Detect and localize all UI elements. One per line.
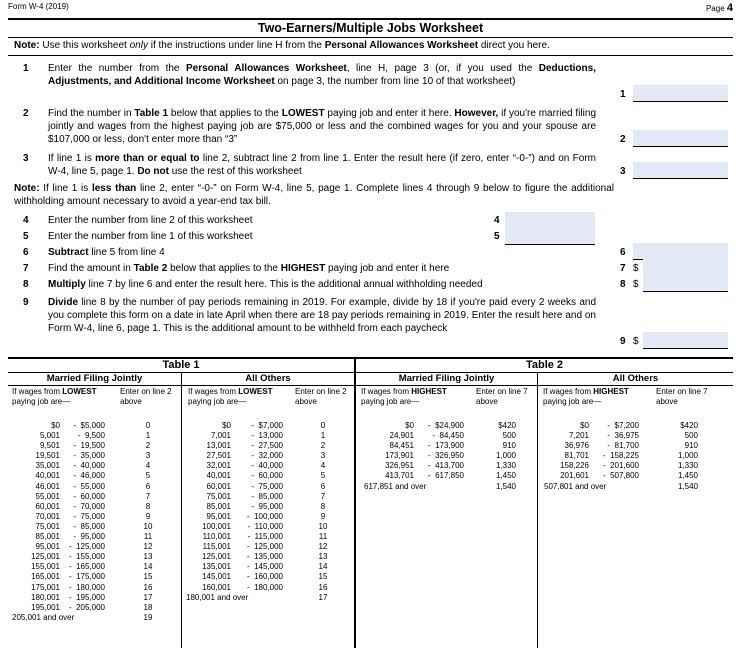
table-1-mfj-heading: Married Filing Jointly — [8, 373, 181, 386]
line-5-input[interactable] — [505, 228, 595, 245]
table-cell: 75,001 — [35, 521, 60, 531]
table-cell: 4 — [145, 461, 151, 471]
table-1-title: Table 1 — [8, 359, 354, 373]
t1-oth-low — [186, 421, 249, 603]
table-cell: 145,001 — [202, 572, 231, 582]
table-cell: - 180,000 — [68, 582, 105, 592]
table-cell: - $7,000 — [251, 421, 283, 430]
table-cell: - 205,000 — [68, 602, 105, 612]
table-cell: 13 — [143, 552, 153, 562]
worksheet-frame — [8, 18, 733, 648]
table-cell: 12 — [143, 542, 153, 552]
table-cell: - $24,900 — [427, 421, 464, 430]
table-cell: 85,001 — [35, 532, 60, 542]
table-cell: 60,001 — [206, 481, 231, 491]
table-cell: 135,001 — [202, 562, 231, 572]
table-cell: 195,001 — [31, 602, 60, 612]
col-header: If wages from LOWEST paying job are— — [12, 387, 97, 406]
table-cell: 14 — [143, 562, 153, 572]
table-cell: 15 — [318, 572, 328, 582]
table-cell: 165,001 — [31, 572, 60, 582]
table-cell: $0 — [51, 421, 60, 430]
table-cell: 617,851 and over — [364, 481, 427, 491]
table-cell: 10 — [143, 521, 153, 531]
table-cell: 115,001 — [202, 542, 231, 552]
table-cell — [60, 613, 105, 623]
table-cell: - 95,000 — [73, 532, 105, 542]
table-cell: 24,901 — [389, 431, 414, 441]
table-2-divider — [537, 373, 538, 648]
table-cell: $0 — [405, 421, 414, 430]
table-cell: 46,001 — [35, 481, 60, 491]
table-cell: 500 — [684, 431, 698, 441]
table-cell: - 160,000 — [246, 572, 283, 582]
table-cell: 100,001 — [202, 521, 231, 531]
t1-oth-value — [308, 421, 338, 603]
table-cell: 8 — [320, 501, 326, 511]
table-cell: 1,330 — [677, 461, 698, 471]
table-cell: - 125,000 — [246, 542, 283, 552]
worksheet-lines: 1 Enter the number from the Personal Allowances Worksheet, line H, page 3 (or, if you used the Deductions, Adjustments, and Additional Income Worksheet on page 3, the number from line 10 of that worksheet) 1 2 Find the number in Table 1 below that applies to the LOWEST paying job and enter it here. However, if you're married filing jointly and wages from the highest paying job are $75,000 or less and the combined wages for you and your spouse are $107,000 or less, don't enter more than “3” 2 3 If line 1 is more than or equal to line 2, subtract line 2 from line 1. Enter the result here (if zero, enter “-0-”) and on Form W-4, line 5, page 1. Do not use the rest of this worksheet 3 Note: If line 1 is less than line 2, enter “-0-” on Form W-4, line 5, page 1. Complete lines 4 through 9 below to figure the additional withholding amount necessary to avoid a year-end tax bill. 4 Enter the number from line 2 of this worksheet 4 5 Enter the number from line 1 of this worksheet 5 6 Subtract line 5 from line 4 6 7 Find the amount in Table 2 below that applies to the HIGHEST paying job and enter it here 7 $ 8 Multiply line 7 by line 6 and enter the result here. This is the additional annual withholding needed 8 $ 9 Divide line 8 by the number of pay periods remaining in 2019. For example, divide by 18 if you're paid every 2 weeks and you complete this form on a date in late April when there are 18 pay periods remaining in 2019. Enter the result here and on Form W-4, line 6, page 1. This is the additional amount to be withheld from each paycheck 9 $ — [8, 56, 733, 344]
table-cell: 16 — [318, 582, 328, 592]
table-cell: - 84,450 — [432, 431, 464, 441]
t1-oth-high — [231, 421, 283, 603]
table-cell: 9 — [145, 511, 151, 521]
table-cell: $420 — [680, 421, 698, 430]
table-cell: 8 — [145, 501, 151, 511]
table-cell: 12 — [318, 542, 328, 552]
table-cell: 7 — [145, 491, 151, 501]
table-cell: - 135,000 — [246, 552, 283, 562]
table-cell: 95,001 — [206, 511, 231, 521]
table-cell: - 165,000 — [68, 562, 105, 572]
table-cell: $420 — [498, 421, 516, 430]
worksheet-title: Two-Earners/Multiple Jobs Worksheet — [8, 20, 733, 38]
t2-mfj-low — [364, 421, 427, 492]
table-cell: 1,450 — [677, 471, 698, 481]
table-cell: 18 — [143, 602, 153, 612]
table-cell: 155,001 — [31, 562, 60, 572]
table-2 — [356, 359, 733, 648]
table-cell: 14 — [318, 562, 328, 572]
col-header: Enter on line 2 above — [120, 387, 172, 406]
table-cell: 326,951 — [385, 461, 414, 471]
table-cell: 7 — [320, 491, 326, 501]
table-cell: - 55,000 — [73, 481, 105, 491]
table-cell: - 617,850 — [427, 471, 464, 481]
table-cell: 2 — [320, 441, 326, 451]
table-cell: 205,001 and over — [12, 612, 75, 622]
table-cell: 910 — [502, 441, 516, 451]
table-cell: 1,000 — [677, 451, 698, 461]
table-cell: 9,501 — [39, 441, 60, 451]
table-cell: 3 — [320, 451, 326, 461]
table-cell: - 70,000 — [73, 501, 105, 511]
table-1-others-heading: All Others — [182, 373, 354, 386]
table-cell: 7,201 — [568, 431, 589, 441]
t2-oth-low — [544, 421, 607, 492]
table-cell: 60,001 — [35, 501, 60, 511]
table-cell: 15 — [143, 572, 153, 582]
table-cell: 1,450 — [495, 471, 516, 481]
table-cell: 32,001 — [206, 461, 231, 471]
table-cell: - 180,000 — [246, 582, 283, 592]
t2-oth-value — [658, 421, 698, 492]
table-cell: - 173,900 — [427, 441, 464, 451]
table-cell: 19 — [143, 612, 153, 622]
table-1-divider — [181, 373, 182, 648]
table-2-others-heading: All Others — [538, 373, 733, 386]
table-cell: 84,451 — [389, 441, 414, 451]
worksheet-note: Note: Use this worksheet only if the instructions under line H from the Personal Allowances Worksheet direct you here. — [8, 38, 733, 56]
table-cell: 125,001 — [31, 552, 60, 562]
table-cell: $0 — [222, 421, 231, 430]
table-cell: 6 — [320, 481, 326, 491]
table-cell: - 413,700 — [427, 461, 464, 471]
table-cell: 500 — [502, 431, 516, 441]
table-cell: - 195,000 — [68, 592, 105, 602]
table-cell: 910 — [684, 441, 698, 451]
table-cell: 0 — [145, 421, 151, 430]
table-cell: - 60,000 — [73, 491, 105, 501]
table-cell: - $7,200 — [607, 421, 639, 430]
form-name: Form W-4 (2019) — [8, 2, 69, 11]
table-cell: 201,601 — [560, 471, 589, 481]
table-cell: 5,001 — [39, 431, 60, 441]
table-cell: 173,901 — [385, 451, 414, 461]
table-cell: 1,540 — [495, 481, 516, 491]
table-cell: 158,226 — [560, 461, 589, 471]
t1-mfj-low — [12, 421, 75, 623]
line-2-input[interactable] — [633, 130, 728, 147]
table-cell: - $5,000 — [73, 421, 105, 430]
table-cell: - 46,000 — [73, 471, 105, 481]
table-cell: - 155,000 — [68, 552, 105, 562]
table-cell: - 100,000 — [246, 511, 283, 521]
line-3-input[interactable] — [633, 162, 728, 179]
table-cell: - 40,000 — [251, 461, 283, 471]
table-cell: 27,501 — [206, 451, 231, 461]
table-cell: 6 — [145, 481, 151, 491]
table-cell: 110,001 — [202, 532, 231, 542]
table-cell — [231, 593, 283, 603]
table-cell: - 9,500 — [77, 431, 105, 441]
page-header — [8, 2, 733, 14]
table-cell: - 115,000 — [247, 532, 283, 542]
table-2-mfj-heading: Married Filing Jointly — [356, 373, 537, 386]
table-cell: 1 — [320, 431, 326, 441]
table-cell: 16 — [143, 582, 153, 592]
table-cell: - 13,000 — [251, 431, 283, 441]
withholding-tables — [8, 357, 733, 650]
line-6-input[interactable] — [633, 243, 728, 260]
col-header: If wages from LOWEST paying job are— — [188, 387, 273, 406]
table-cell: 5 — [145, 471, 151, 481]
table-cell: 413,701 — [385, 471, 414, 481]
t2-oth-high — [589, 421, 639, 492]
table-cell: 36,976 — [564, 441, 589, 451]
table-cell — [414, 482, 464, 492]
table-cell: 180,001 and over — [186, 592, 249, 602]
table-cell: 11 — [318, 532, 328, 542]
table-cell: - 326,950 — [427, 451, 464, 461]
table-cell: 81,701 — [564, 451, 589, 461]
table-cell: - 75,000 — [251, 481, 283, 491]
table-cell: 35,001 — [35, 461, 60, 471]
table-cell: 70,001 — [35, 511, 60, 521]
table-cell: - 95,000 — [251, 501, 283, 511]
table-cell: 75,001 — [206, 491, 231, 501]
table-cell: $0 — [580, 421, 589, 430]
table-2-title: Table 2 — [356, 359, 733, 373]
table-cell: - 32,000 — [251, 451, 283, 461]
table-cell: 95,001 — [35, 542, 60, 552]
t2-mfj-value — [476, 421, 516, 492]
table-cell: 40,001 — [35, 471, 60, 481]
table-cell: 507,801 and over — [544, 481, 607, 491]
line-9-input[interactable] — [643, 332, 728, 349]
table-cell: 85,001 — [206, 501, 231, 511]
table-cell: - 125,000 — [68, 542, 105, 552]
table-cell: - 85,000 — [251, 491, 283, 501]
table-cell: 17 — [143, 592, 153, 602]
table-cell: - 40,000 — [73, 461, 105, 471]
col-header: If wages from HIGHEST paying job are— — [361, 387, 447, 406]
t1-mfj-value — [133, 421, 163, 623]
table-cell: 10 — [318, 521, 328, 531]
table-cell: - 35,000 — [73, 451, 105, 461]
line-4-input[interactable] — [505, 212, 595, 229]
table-cell: 19,501 — [35, 451, 60, 461]
table-cell: 1 — [145, 431, 151, 441]
t1-mfj-high — [60, 421, 105, 623]
table-cell: 160,001 — [202, 582, 231, 592]
table-cell: 3 — [145, 451, 151, 461]
table-cell: 9 — [320, 511, 326, 521]
table-cell — [589, 482, 639, 492]
table-1 — [8, 359, 356, 648]
table-cell: 13,001 — [206, 441, 231, 451]
table-cell: - 85,000 — [73, 521, 105, 531]
line-1-input[interactable] — [633, 85, 728, 102]
col-header: Enter on line 7 above — [656, 387, 708, 406]
table-cell: - 110,000 — [247, 521, 283, 531]
line-7-input[interactable] — [643, 259, 728, 276]
table-cell: 1,540 — [677, 481, 698, 491]
table-cell: - 175,000 — [68, 572, 105, 582]
table-cell: 11 — [143, 532, 153, 542]
table-cell: 7,001 — [210, 431, 231, 441]
table-cell: 2 — [145, 441, 151, 451]
table-cell: 180,001 — [31, 592, 60, 602]
table-cell: 55,001 — [35, 491, 60, 501]
table-cell: 125,001 — [202, 552, 231, 562]
table-cell: 17 — [318, 592, 328, 602]
table-cell: - 27,500 — [251, 441, 283, 451]
table-cell: - 36,975 — [607, 431, 639, 441]
table-cell: 40,001 — [206, 471, 231, 481]
table-cell: - 145,000 — [246, 562, 283, 572]
col-header: Enter on line 7 above — [476, 387, 528, 406]
table-cell: - 201,600 — [602, 461, 639, 471]
table-cell: - 75,000 — [73, 511, 105, 521]
table-cell: - 81,700 — [607, 441, 639, 451]
table-cell: 175,001 — [31, 582, 60, 592]
col-header: If wages from HIGHEST paying job are— — [543, 387, 629, 406]
table-cell: - 19,500 — [73, 441, 105, 451]
col-header: Enter on line 2 above — [295, 387, 347, 406]
page-number: Page 4 — [705, 2, 733, 14]
table-cell: 13 — [318, 552, 328, 562]
table-cell: 4 — [320, 461, 326, 471]
table-cell: - 507,800 — [602, 471, 639, 481]
table-cell: 0 — [320, 421, 326, 430]
table-cell: 5 — [320, 471, 326, 481]
table-cell: - 158,225 — [602, 451, 639, 461]
line-8-input[interactable] — [643, 275, 728, 292]
table-cell: 1,330 — [495, 461, 516, 471]
table-cell: - 60,000 — [251, 471, 283, 481]
table-cell: 1,000 — [495, 451, 516, 461]
t2-mfj-high — [414, 421, 464, 492]
